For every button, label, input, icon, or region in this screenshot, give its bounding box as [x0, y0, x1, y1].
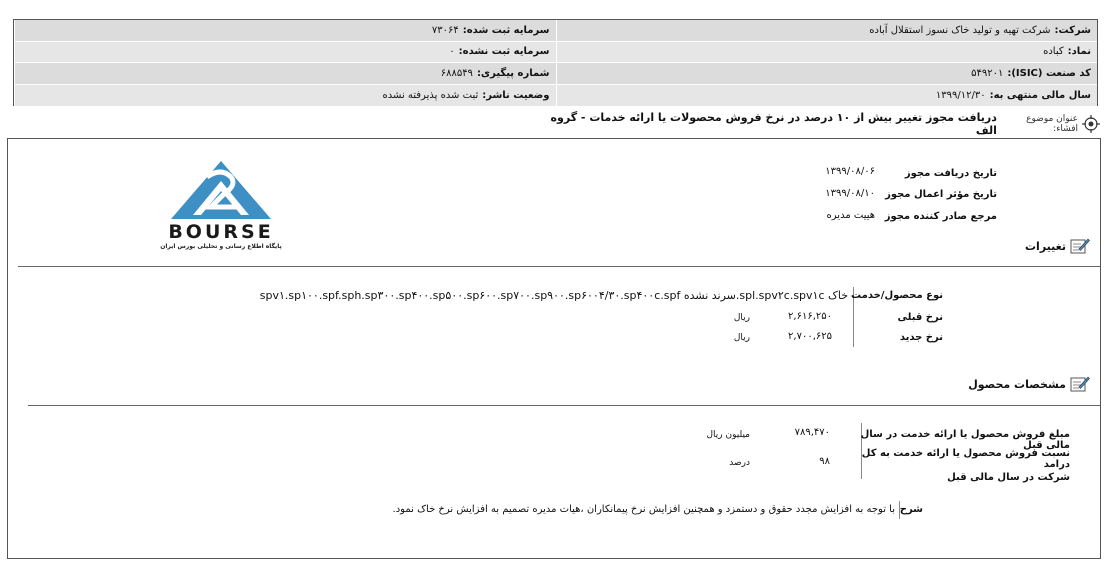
- company-cell: [556, 20, 1098, 41]
- receive-date-value: ۱۳۹۹/۰۸/۰۶: [825, 166, 875, 177]
- registered-capital-value: ۷۳۰۶۴: [431, 24, 459, 36]
- product-section-title: [968, 375, 1090, 393]
- registered-capital-label: سرمایه ثبت شده:: [462, 24, 550, 36]
- sales-ratio-value: ۹۸: [819, 456, 830, 467]
- new-rate-label-cell: [851, 332, 943, 343]
- logo-subtitle: پایگاه اطلاع رسانی و تحلیلی بورس ایران: [160, 243, 282, 250]
- issuer-value: هییت مدیره: [826, 210, 875, 221]
- info-row-symbol: [14, 42, 1097, 64]
- company-label: شرکت:: [1054, 24, 1091, 36]
- changes-divider: [18, 266, 1100, 267]
- target-icon: [1082, 115, 1100, 133]
- issuer-label: مرجع صادر کننده مجوز: [884, 211, 997, 222]
- subject-prefix: عنوان موضوع افشاء:: [1026, 114, 1078, 134]
- publisher-status-value: ثبت شده پذیرفته نشده: [382, 89, 479, 101]
- tracking-cell: [14, 63, 556, 84]
- description-text: با توجه به افزایش مجدد حقوق و دستمزد و همچنین افزایش نرخ پیمانکاران ،هیات مدیره تصمیم به افزایش نرخ خاک نمود.: [392, 504, 895, 515]
- isic-cell: [556, 63, 1098, 84]
- prev-rate-label: نرخ قبلی: [897, 312, 943, 323]
- description-label: شرح: [899, 504, 923, 515]
- edit-note-icon: [1070, 375, 1090, 393]
- isic-label: کد صنعت (ISIC):: [1007, 67, 1091, 79]
- effective-date-value: ۱۳۹۹/۰۸/۱۰: [825, 188, 875, 199]
- sales-amount-label: مبلغ فروش محصول یا ارائه خدمت در سال مالی قبل: [860, 429, 1070, 451]
- fiscal-year-label: سال مالی منتهی به:: [989, 89, 1091, 101]
- subject-title: دریافت مجوز تغییر بیش از ۱۰ درصد در نرخ فروش محصولات یا ارائه خدمات - گروه الف: [550, 111, 997, 137]
- company-info-table: [13, 19, 1098, 106]
- issuer-label-cell: [877, 211, 997, 222]
- new-rate-unit: ریال: [733, 333, 750, 343]
- isic-value: ۵۴۹۲۰۱: [971, 67, 1004, 79]
- sales-ratio-label-line1: نسبت فروش محصول یا ارائه خدمت به کل درامد: [861, 448, 1070, 470]
- disclosure-subject: [540, 111, 1100, 137]
- sales-ratio-label-cell: [860, 448, 1070, 483]
- registered-capital-cell: [14, 20, 556, 41]
- product-type-label: نوع محصول/خدمت: [851, 290, 943, 301]
- product-type-label-cell: [851, 290, 943, 301]
- publisher-status-label: وضعیت ناشر:: [482, 89, 550, 101]
- prev-rate-unit: ریال: [733, 313, 750, 323]
- prev-rate-value: ۲,۶۱۶,۲۵۰: [788, 311, 832, 322]
- new-rate-value: ۲,۷۰۰,۶۲۵: [788, 331, 832, 342]
- publisher-status-cell: [14, 85, 556, 107]
- bourse-logo: [141, 159, 301, 254]
- product-type-value: خاک spl.spv۲c.spv۱c.سرند نشده spv۱.sp۱۰۰.spf.sph.sp۳۰۰.sp۴۰۰.sp۵۰۰.sp۶۰۰.sp۷۰۰.sp۹۰۰.sp۶۰۰۴/۳۰.sp۴۰۰c.spf: [259, 289, 848, 302]
- symbol-cell: [556, 42, 1098, 63]
- sales-amount-value: ۷۸۹,۴۷۰: [794, 427, 830, 438]
- info-row-company: [14, 20, 1097, 42]
- changes-title-text: تغییرات: [1025, 239, 1066, 253]
- unregistered-capital-label: سرمایه ثبت نشده:: [458, 46, 550, 58]
- changes-section-title: [1025, 237, 1090, 255]
- sales-ratio-label-line2: شرکت در سال مالی قبل: [947, 472, 1070, 483]
- symbol-label: نماد:: [1067, 46, 1091, 58]
- product-title-text: مشخصات محصول: [968, 377, 1066, 391]
- info-row-fiscal: [14, 85, 1097, 107]
- tracking-value: ۶۸۸۵۴۹: [440, 67, 473, 79]
- product-divider: [28, 405, 1100, 406]
- info-row-isic: [14, 63, 1097, 85]
- sales-amount-unit: میلیون ریال: [706, 430, 750, 440]
- edit-note-icon: [1070, 237, 1090, 255]
- bourse-logo-graphic: [141, 159, 301, 221]
- tracking-label: شماره پیگیری:: [476, 67, 550, 79]
- fiscal-year-value: ۱۳۹۹/۱۲/۳۰: [935, 89, 986, 101]
- logo-text: BOURSE: [168, 221, 274, 243]
- sales-ratio-unit: درصد: [729, 458, 750, 468]
- unregistered-capital-cell: [14, 42, 556, 63]
- symbol-value: کباده: [1043, 46, 1064, 58]
- effective-date-label: تاریخ مؤثر اعمال مجوز: [885, 189, 997, 200]
- new-rate-label: نرخ جدید: [899, 332, 943, 343]
- description-label-cell: [899, 504, 923, 515]
- receive-date-label-cell: [897, 168, 997, 179]
- product-type-value-cell: [168, 289, 848, 302]
- fiscal-year-cell: [556, 85, 1098, 107]
- unregistered-capital-value: ۰: [449, 46, 455, 58]
- receive-date-label: تاریخ دریافت مجوز: [904, 168, 997, 179]
- disclosure-content: [7, 138, 1101, 559]
- company-value: شرکت تهیه و تولید خاک نسوز استقلال آباده: [869, 24, 1051, 36]
- effective-date-label-cell: [867, 189, 997, 200]
- prev-rate-label-cell: [851, 312, 943, 323]
